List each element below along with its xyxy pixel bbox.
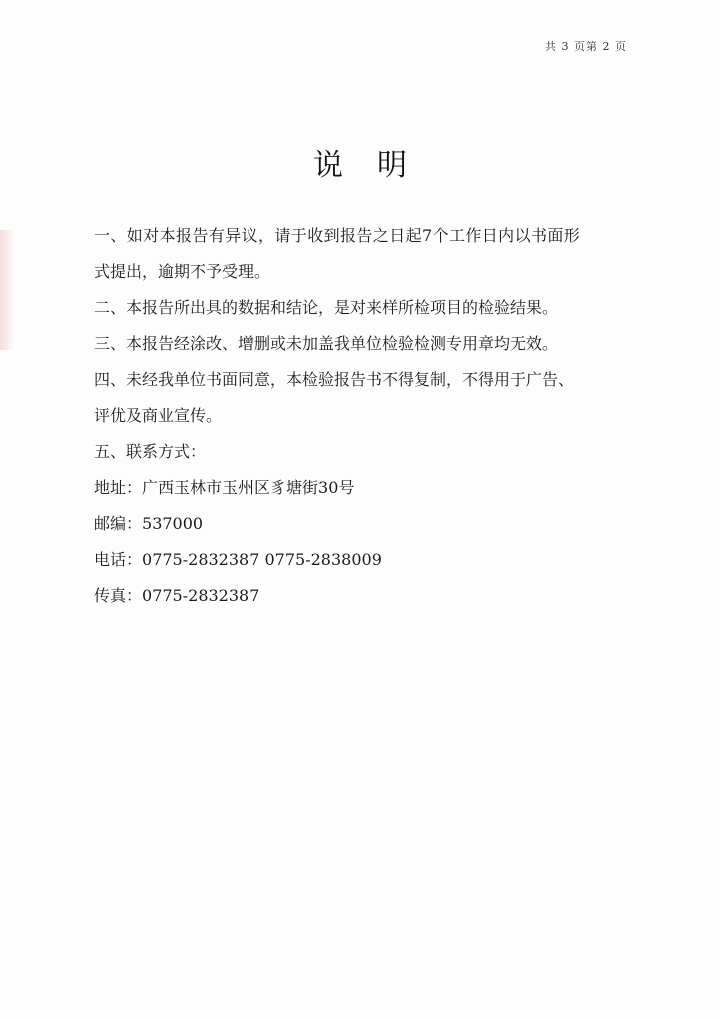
address-value: 广西玉林市玉州区豸塘街30号 bbox=[142, 478, 355, 497]
note-4-line-2: 评优及商业宣传。 bbox=[94, 406, 223, 425]
contact-fax bbox=[94, 578, 634, 614]
note-5-line-1: 五、联系方式： bbox=[94, 442, 207, 461]
contact-address bbox=[94, 470, 634, 506]
note-1-line-1: 一、如对本报告有异议，请于收到报告之日起7个工作日内以书面形 bbox=[94, 226, 581, 245]
stamp-edge-shadow bbox=[0, 230, 14, 350]
page-title: 说明 bbox=[313, 148, 441, 183]
postcode-label: 邮编： bbox=[94, 514, 143, 533]
contact-postcode bbox=[94, 506, 634, 542]
postcode-value: 537000 bbox=[142, 514, 204, 533]
fax-value: 0775-2832387 bbox=[142, 586, 260, 605]
fax-label: 传真： bbox=[94, 586, 143, 605]
note-3-line-1: 三、本报告经涂改、增删或未加盖我单位检验检测专用章均无效。 bbox=[94, 334, 559, 353]
note-1-line-2: 式提出，逾期不予受理。 bbox=[94, 262, 271, 281]
phone-label: 电话： bbox=[94, 550, 143, 569]
page-counter: 共 3 页第 2 页 bbox=[545, 40, 627, 53]
contact-phone bbox=[94, 542, 634, 578]
address-label: 地址： bbox=[94, 478, 143, 497]
note-4-line-1: 四、未经我单位书面同意，本检验报告书不得复制，不得用于广告、 bbox=[94, 370, 575, 389]
notes-body bbox=[94, 218, 634, 614]
phone-value: 0775-2832387 0775-2838009 bbox=[142, 550, 382, 569]
note-2-line-1: 二、本报告所出具的数据和结论，是对来样所检项目的检验结果。 bbox=[94, 298, 559, 317]
